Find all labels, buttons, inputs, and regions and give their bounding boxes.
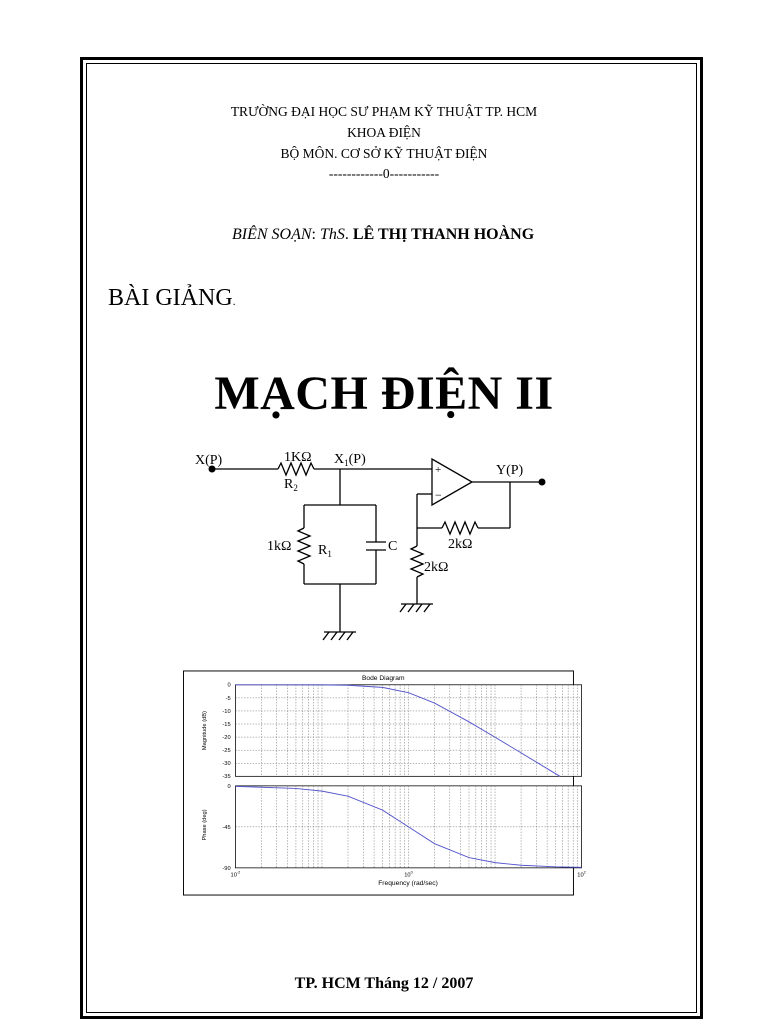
phase-plot: [222, 784, 585, 879]
phase-ylabel: Phase (deg): [201, 809, 208, 841]
y-tick-label: 0: [227, 783, 231, 790]
r2-value-label: 1KΩ: [284, 450, 312, 465]
y-tick-label: -20: [222, 735, 231, 742]
magnitude-ylabel: Magnitude (dB): [201, 711, 208, 751]
author-name: LÊ THỊ THANH HOÀNG: [352, 226, 535, 243]
opamp-plus-label: +: [435, 464, 442, 476]
input-label: X(P): [195, 453, 223, 468]
author-colon: :: [311, 226, 320, 243]
feedback-resistor-label: 2kΩ: [448, 537, 473, 552]
output-terminal: [539, 479, 546, 486]
footer-date: TP. HCM Tháng 12 / 2007: [294, 975, 474, 992]
department-name: BỘ MÔN. CƠ SỞ KỸ THUẬT ĐIỆN: [280, 146, 488, 161]
document-title: MẠCH ĐIỆN II: [214, 367, 554, 420]
lecture-label-line: [108, 285, 236, 312]
y-tick-label: 0: [227, 682, 231, 689]
y-tick-label: -15: [222, 721, 231, 728]
opamp-minus-label: −: [435, 488, 442, 502]
y-tick-label: -30: [222, 761, 231, 768]
y-tick-label: -35: [222, 774, 231, 781]
bode-diagram: [183, 665, 593, 901]
circuit-diagram: [180, 440, 560, 650]
r1-value-label: 1kΩ: [267, 539, 292, 554]
header-separator: ------------0-----------: [328, 166, 440, 181]
frequency-xlabel: Frequency (rad/sec): [378, 880, 438, 888]
ground-resistor-label: 2kΩ: [424, 560, 449, 575]
x-tick-label: $10^2$: [577, 870, 586, 879]
output-label: Y(P): [496, 463, 524, 478]
r1-name-label: $R_1$: [318, 543, 332, 559]
lecture-label: BÀI GIẢNG: [108, 285, 233, 311]
author-dot: .: [344, 226, 353, 243]
author-label: BIÊN SOẠN: [232, 226, 312, 243]
y-tick-label: -5: [225, 695, 231, 702]
author-line: [232, 226, 534, 244]
magnitude-plot: [222, 683, 581, 781]
university-name: TRƯỜNG ĐẠI HỌC SƯ PHẠM KỸ THUẬT TP. HCM: [230, 104, 538, 119]
y-tick-label: -25: [222, 748, 231, 755]
y-tick-label: -45: [222, 824, 231, 831]
faculty-name: KHOA ĐIỆN: [347, 125, 421, 140]
y-tick-label: -90: [222, 865, 231, 872]
author-degree: ThS: [320, 226, 345, 243]
bode-title: Bode Diagram: [361, 675, 405, 683]
node-x1-label: $X_1(P)$: [334, 452, 366, 468]
x-tick-label: $10^0$: [404, 870, 413, 879]
x-tick-label: $10^{-2}$: [230, 870, 241, 879]
lecture-trail: .: [232, 294, 236, 308]
r2-name-label: $R_2$: [284, 477, 298, 493]
capacitor-label: C: [388, 539, 398, 554]
y-tick-label: -10: [222, 708, 231, 715]
